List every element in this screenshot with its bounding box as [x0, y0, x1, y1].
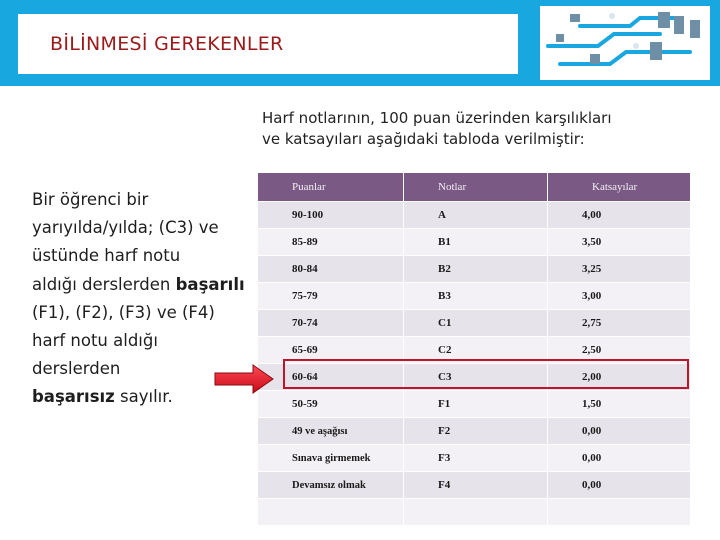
red-arrow-icon [213, 364, 275, 394]
cell-puan: Devamsız olmak [258, 472, 404, 499]
intro-line-2: ve katsayıları aşağıdaki tabloda verilmiştir: [262, 130, 585, 148]
table-row [258, 445, 691, 472]
cell-puan: 65-69 [258, 337, 404, 364]
table-row [258, 310, 691, 337]
table-row [258, 472, 691, 499]
cell-puan: Sınava girmemek [258, 445, 404, 472]
grades-table [257, 172, 691, 526]
table-header-row [258, 173, 691, 202]
rule-line-5: (F1), (F2), (F3) ve (F4) [32, 302, 215, 322]
cell-not: F2 [404, 418, 548, 445]
page-title: BİLİNMESİ GEREKENLER [50, 33, 284, 55]
cell-not: F4 [404, 472, 548, 499]
cell-not: B1 [404, 229, 548, 256]
cell-puan: 85-89 [258, 229, 404, 256]
rule-line-4-text: aldığı derslerden [32, 274, 176, 294]
cell-not: F3 [404, 445, 548, 472]
rule-line-6: harf notu aldığı [32, 331, 158, 351]
header-katsayilar: Katsayılar [548, 173, 691, 202]
cell-not [404, 499, 548, 526]
cell-katsayi: 1,50 [548, 391, 691, 418]
cell-katsayi: 3,50 [548, 229, 691, 256]
table-row [258, 202, 691, 229]
cell-katsayi: 0,00 [548, 445, 691, 472]
table-row [258, 283, 691, 310]
rule-line-7: derslerden [32, 359, 121, 379]
cell-katsayi: 2,50 [548, 337, 691, 364]
highlight-box [283, 359, 689, 389]
cell-katsayi: 0,00 [548, 472, 691, 499]
cell-katsayi: 3,25 [548, 256, 691, 283]
cell-not: A [404, 202, 548, 229]
table-row [258, 499, 691, 526]
cell-puan: 60-64 [258, 364, 404, 391]
cell-not: C3 [404, 364, 548, 391]
cell-not: F1 [404, 391, 548, 418]
cell-puan [258, 499, 404, 526]
table-row [258, 418, 691, 445]
cell-not: C1 [404, 310, 548, 337]
rule-bold-fail: başarısız [32, 387, 115, 407]
cell-katsayi: 2,75 [548, 310, 691, 337]
cell-puan: 90-100 [258, 202, 404, 229]
cell-not: B3 [404, 283, 548, 310]
intro-line-1: Harf notlarının, 100 puan üzerinden karşılıkları [262, 109, 612, 127]
intro-text [262, 108, 702, 150]
rule-bold-success: başarılı [175, 274, 245, 294]
cell-katsayi: 4,00 [548, 202, 691, 229]
rule-line-3: üstünde harf notu [32, 246, 181, 266]
network-illustration-icon [540, 6, 710, 80]
rule-line-1: Bir öğrenci bir [32, 190, 149, 209]
cell-puan: 80-84 [258, 256, 404, 283]
table-row [258, 256, 691, 283]
header-puanlar: Puanlar [258, 173, 404, 202]
rule-line-4 [32, 271, 260, 299]
cell-puan: 70-74 [258, 310, 404, 337]
cell-katsayi: 0,00 [548, 418, 691, 445]
rule-line-2: yarıyılda/yılda; (C3) ve [32, 218, 219, 238]
header-banner [0, 0, 720, 86]
header-notlar: Notlar [404, 173, 548, 202]
cell-not: B2 [404, 256, 548, 283]
cell-katsayi: 2,00 [548, 364, 691, 391]
cell-puan: 50-59 [258, 391, 404, 418]
cell-katsayi [548, 499, 691, 526]
table-row [258, 391, 691, 418]
cell-puan: 75-79 [258, 283, 404, 310]
table-row [258, 229, 691, 256]
cell-katsayi: 3,00 [548, 283, 691, 310]
rule-line-8-text: sayılır. [114, 387, 173, 407]
cell-not: C2 [404, 337, 548, 364]
cell-puan: 49 ve aşağısı [258, 418, 404, 445]
